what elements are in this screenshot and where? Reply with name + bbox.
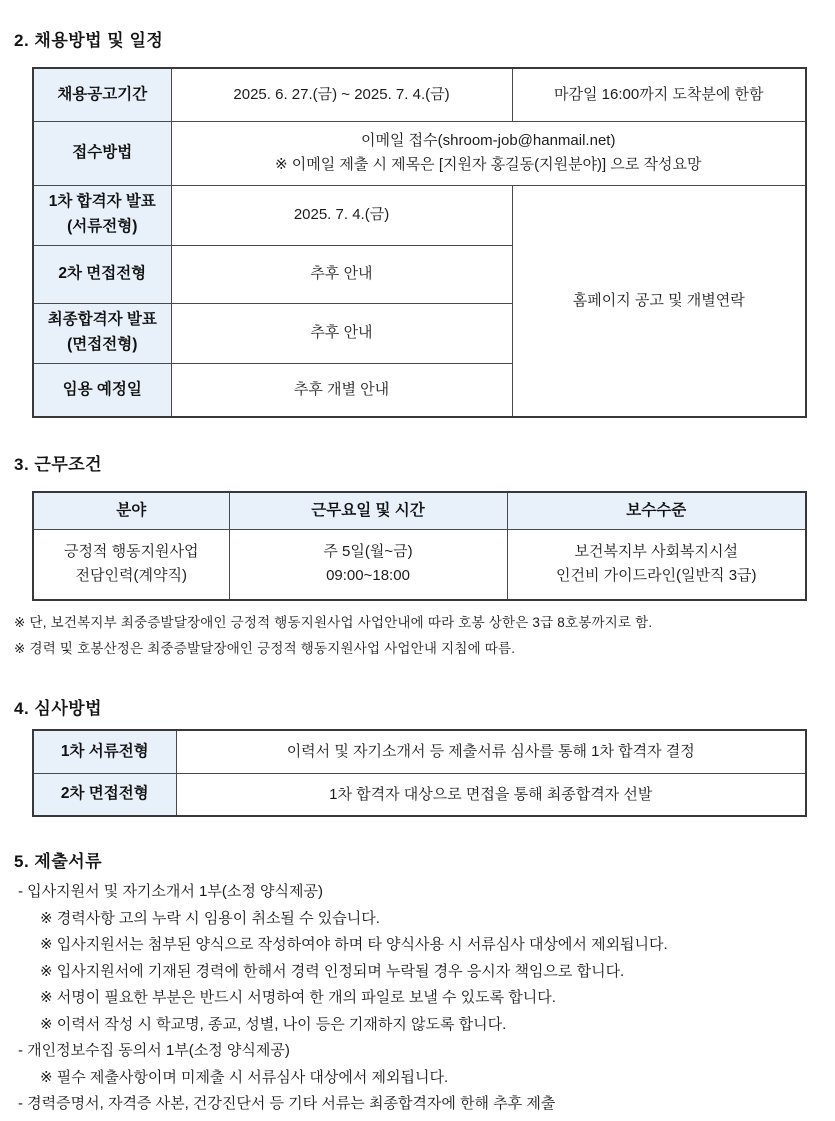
workdays-hours-value xyxy=(229,529,507,600)
field-value-line2: 전담인력(계약직) xyxy=(75,567,187,585)
appointment-date-label: 임용 예정일 xyxy=(33,363,171,417)
final-pass-label xyxy=(33,303,171,363)
first-pass-label xyxy=(33,185,171,245)
application-method-email: 이메일 접수(shroom-job@hanmail.net) xyxy=(361,132,616,149)
notice-period-note: 마감일 16:00까지 도착분에 한함 xyxy=(512,68,806,121)
section-2-title: 2. 채용방법 및 일정 xyxy=(14,31,164,50)
row-document-screening xyxy=(33,730,806,773)
notice-period-value: 2025. 6. 27.(금) ~ 2025. 7. 4.(금) xyxy=(171,68,512,121)
pay-level-line2: 인건비 가이드라인(일반직 3급) xyxy=(555,567,757,585)
notice-period-label: 채용공고기간 xyxy=(33,68,171,121)
document-screening-description: 이력서 및 자기소개서 등 제출서류 심사를 통해 1차 합격자 결정 xyxy=(176,730,806,773)
row-first-pass-announcement xyxy=(33,185,806,245)
row-interview-screening xyxy=(33,773,806,816)
list-note-mandatory-submission: ※ 필수 제출사항이며 미제출 시 서류심사 대상에서 제외됩니다. xyxy=(40,1068,449,1086)
submission-documents-list xyxy=(0,879,835,1118)
appointment-date-value: 추후 개별 안내 xyxy=(171,363,512,417)
pay-level-header: 보수수준 xyxy=(507,492,806,529)
field-value-line1: 긍정적 행동지원사업 xyxy=(63,543,199,561)
interview-screening-label: 2차 면접전형 xyxy=(33,773,176,816)
row-application-method xyxy=(33,121,806,185)
list-note-career-omission: ※ 경력사항 고의 누락 시 임용이 취소될 수 있습니다. xyxy=(40,909,380,927)
application-method-value xyxy=(171,121,806,185)
screening-method-table xyxy=(32,729,807,817)
first-pass-date: 2025. 7. 4.(금) xyxy=(171,185,512,245)
recruitment-schedule-table xyxy=(32,67,807,418)
list-note-resume-restrictions: ※ 이력서 작성 시 학교명, 종교, 성별, 나이 등은 기재하지 않도록 합니다. xyxy=(40,1015,507,1033)
pay-level-line1: 보건복지부 사회복지시설 xyxy=(574,543,739,561)
final-pass-label-line2: (면접전형) xyxy=(67,336,138,353)
row-notice-period xyxy=(33,68,806,121)
list-note-required-form: ※ 입사지원서는 첨부된 양식으로 작성하여야 하며 타 양식사용 시 서류심사 대상에서 제외됩니다. xyxy=(40,936,668,953)
first-pass-label-line1: 1차 합격자 발표 xyxy=(48,193,156,211)
application-method-label: 접수방법 xyxy=(33,121,171,185)
section-4-title: 4. 심사방법 xyxy=(14,699,103,718)
final-pass-label-line1: 최종합격자 발표 xyxy=(47,311,157,329)
working-conditions-table xyxy=(32,491,807,601)
list-note-signature-file: ※ 서명이 필요한 부분은 반드시 서명하여 한 개의 파일로 보낼 수 있도록 합니다. xyxy=(40,989,556,1006)
application-method-subject-note: ※ 이메일 제출 시 제목은 [지원자 홍길동(지원분야)] 으로 작성요망 xyxy=(275,156,702,173)
hours-line: 09:00~18:00 xyxy=(326,567,410,585)
field-value xyxy=(33,529,229,600)
working-conditions-data-row xyxy=(33,529,806,600)
section-3-title: 3. 근무조건 xyxy=(14,455,103,474)
salary-cap-note: ※ 단, 보건복지부 최중증발달장애인 긍정적 행동지원사업 사업안내에 따라 호봉 상한은 3급 8호봉까지로 함. xyxy=(14,615,653,630)
list-item-privacy-consent: - 개인정보수집 동의서 1부(소정 양식제공) xyxy=(18,1042,290,1059)
list-note-career-recognition: ※ 입사지원서에 기재된 경력에 한해서 경력 인정되며 누락될 경우 응시자 책임으로 합니다. xyxy=(40,962,625,980)
document-screening-label: 1차 서류전형 xyxy=(33,730,176,773)
second-interview-label: 2차 면접전형 xyxy=(33,245,171,303)
working-conditions-notes xyxy=(14,610,835,662)
first-pass-label-line2: (서류전형) xyxy=(67,218,138,235)
workdays-hours-header: 근무요일 및 시간 xyxy=(229,492,507,529)
working-conditions-header-row xyxy=(33,492,806,529)
second-interview-value: 추후 안내 xyxy=(171,245,512,303)
salary-calculation-note: ※ 경력 및 호봉산정은 최중증발달장애인 긍정적 행동지원사업 사업안내 지침에 따름. xyxy=(14,641,516,656)
list-item-application-form: - 입사지원서 및 자기소개서 1부(소정 양식제공) xyxy=(18,883,323,900)
pay-level-value xyxy=(507,529,806,600)
field-header: 분야 xyxy=(33,492,229,529)
section-5-title: 5. 제출서류 xyxy=(14,852,103,871)
final-pass-value: 추후 안내 xyxy=(171,303,512,363)
interview-screening-description: 1차 합격자 대상으로 면접을 통해 최종합격자 선발 xyxy=(176,773,806,816)
contact-method-merged-cell: 홈페이지 공고 및 개별연락 xyxy=(512,185,806,417)
workdays-line: 주 5일(월~금) xyxy=(323,543,413,561)
list-item-other-documents: - 경력증명서, 자격증 사본, 건강진단서 등 기타 서류는 최종합격자에 한해 추후 제출 xyxy=(18,1095,556,1112)
